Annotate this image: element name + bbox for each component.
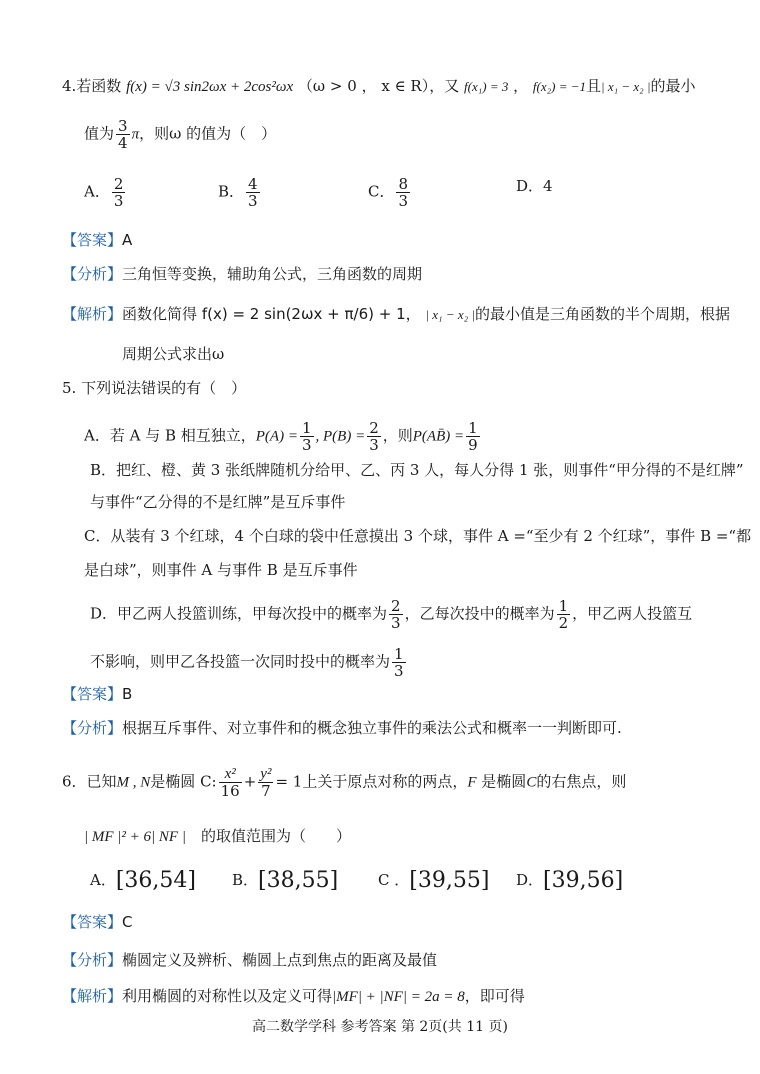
q5-option-b-line2: 与事件“乙分得的不是红牌”是互斥事件: [90, 493, 346, 511]
q6-stem-b: 是椭圆 C:: [150, 772, 217, 791]
q6-stem-d: 是椭圆: [481, 772, 527, 791]
q5-a-pab: P(AB̄) =: [412, 428, 465, 445]
q4-line2-suffix: ，则ω 的值为（ ）: [139, 124, 277, 143]
q6-c: C: [526, 774, 537, 791]
q6-stem-e: 的右焦点，则: [536, 772, 627, 791]
q6-option-d: [516, 870, 623, 891]
q4-opt-a-label: A．: [84, 182, 110, 201]
q5-answer: [62, 684, 132, 704]
q4-solution-abs: | x₁ − x₂ |: [425, 307, 475, 322]
page-footer: 高二数学学科 参考答案 第 2页(共 11 页): [252, 1019, 508, 1035]
q4-f2: f(x₂) = −1: [532, 79, 587, 94]
q4-opt-a-num: 2: [113, 175, 124, 193]
q4-fraction: [116, 118, 130, 151]
q4-solution-c: 的最小值是三角函数的半个周期，根据: [474, 305, 730, 323]
q4-answer-value: A: [122, 231, 133, 249]
q4-answer: [62, 230, 132, 250]
q4-solution-b: ，: [405, 305, 421, 323]
q5-option-c-line2: 是白球”，则事件 A 与事件 B 是互斥事件: [84, 561, 358, 579]
q4-pi: π: [131, 126, 140, 143]
q4-option-b: [218, 176, 262, 209]
q6-opt-c-label: C ．: [378, 871, 410, 889]
q5-option-d-line1: [90, 598, 692, 631]
q4-analysis-text: 三角恒等变换，辅助角公式，三角函数的周期: [122, 265, 423, 283]
q4-opt-d-text: 4: [543, 177, 553, 195]
q6-option-c: [378, 870, 489, 891]
q4-option-d: [516, 176, 553, 196]
q4-frac-num: 3: [118, 117, 128, 135]
q5-d-l2: 不影响，则甲乙各投篮一次同时投中的概率为: [90, 652, 391, 671]
q6-opt-d-label: D．: [516, 871, 544, 889]
q4-opt-c-label: C．: [368, 182, 395, 201]
q4-solution-line2: 周期公式求出ω: [122, 345, 225, 363]
analysis-tag: 【分析】: [62, 265, 123, 283]
q5-d-num1: 2: [391, 597, 401, 615]
q5-option-a: [84, 420, 482, 453]
q4-solution-formula: f(x) = 2 sin(2ωx + π/6) + 1: [201, 305, 406, 323]
q6-solution-a: 利用椭圆的对称性以及定义可得: [122, 987, 333, 1005]
q5-a-pab-den: 9: [468, 436, 478, 454]
q6-solution-formula: |MF| + |NF| = 2a = 8: [332, 989, 465, 1005]
q4-function: f(x) = √3 sin2ωx + 2cos²ωx: [126, 79, 294, 95]
q5-d-den3: 3: [394, 662, 404, 680]
q6-d7: 7: [261, 782, 271, 800]
q6-plus: +: [243, 772, 257, 791]
q6-option-a: [90, 870, 196, 891]
q5-a-pa-num: 1: [301, 419, 312, 437]
q5-a-prefix: A．若 A 与 B 相互独立，: [84, 426, 256, 445]
q6-solution: [62, 986, 525, 1007]
q6-opt-b-label: B．: [232, 871, 259, 889]
q5-a-pb-den: 3: [369, 436, 379, 454]
q4-and: 且: [586, 77, 602, 95]
solution-tag: 【解析】: [62, 305, 123, 323]
q5-stem: 5. 下列说法错误的有（ ）: [62, 379, 247, 397]
q6-stem-a: 6．已知: [62, 772, 117, 791]
q6-answer-value: C: [122, 913, 133, 931]
q6-opt-b-value: [38,55]: [258, 868, 339, 893]
q4-opt-b-den: 3: [248, 192, 258, 210]
q4-f1: f(x₁) = 3: [464, 79, 509, 94]
q6-f: F: [467, 774, 477, 791]
q5-a-pa: P(A) =: [255, 428, 298, 445]
answer-tag: 【答案】: [62, 913, 123, 931]
q6-solution-b: ，即可得: [464, 987, 525, 1005]
q5-a-pb-num: 2: [369, 419, 379, 437]
q6-answer: [62, 912, 133, 932]
q4-stem-line2: [84, 118, 276, 151]
q6-opt-a-label: A．: [90, 871, 116, 889]
q6-stem-f: 的取值范围为（ ）: [200, 827, 351, 845]
q4-stem-prefix: 4.若函数: [62, 77, 122, 95]
q4-suffix: 的最小: [650, 77, 696, 95]
q6-stem-line1: [62, 766, 626, 799]
q4-opt-b-num: 4: [248, 175, 258, 193]
q5-a-pab-num: 1: [468, 419, 478, 437]
q4-option-c: [368, 176, 412, 209]
q5-analysis: [62, 718, 622, 738]
q4-opt-c-num: 8: [398, 175, 409, 193]
q4-opt-c-den: 3: [398, 192, 409, 210]
q6-opt-a-value: [36,54]: [115, 868, 196, 893]
q6-analysis: [62, 950, 437, 970]
q5-option-d-line2: [90, 646, 408, 679]
q5-d-num3: 1: [394, 645, 404, 663]
q4-line2-prefix: 值为: [84, 124, 115, 143]
q6-opt-d-value: [39,56]: [543, 868, 624, 893]
q4-solution-a: 函数化简得: [122, 305, 198, 323]
q6-d16: 16: [220, 782, 240, 800]
q5-option-c-line1: C．从装有 3 个红球，4 个白球的袋中任意摸出 3 个球，事件 A =“至少有 2 个红球”，事件 B =“都: [84, 527, 752, 545]
q4-analysis: [62, 264, 422, 284]
q4-opt-b-label: B．: [218, 182, 245, 201]
q5-a-pb: , P(B) =: [315, 428, 366, 445]
q6-expr: | MF |² + 6| NF |: [84, 829, 186, 845]
q4-option-a: [84, 176, 127, 209]
analysis-tag: 【分析】: [62, 719, 123, 737]
q6-option-b: [232, 870, 338, 891]
q5-d-b: ，乙每次投中的概率为: [404, 604, 555, 623]
q4-condition: （ω > 0 ， x ∈ R），又: [297, 77, 460, 95]
q6-y2: y²: [260, 766, 272, 782]
q5-a-pa-den: 3: [301, 436, 312, 454]
answer-tag: 【答案】: [62, 231, 123, 249]
q4-stem-line1: 4.若函数 f(x) = √3 sin2ωx + 2cos²ωx （ω > 0 ， x ∈ R），又 f(x₁) = 3 ， f(x₂) = −1且| x₁ − x₂ |的最小: [62, 77, 696, 95]
q6-stem-c: 上关于原点对称的两点，: [302, 772, 468, 791]
q4-frac-den: 4: [118, 134, 128, 152]
q5-analysis-text: 根据互斥事件、对立事件和的概念独立事件的乘法公式和概率一一判断即可.: [122, 719, 622, 737]
q6-mn: M , N: [116, 774, 151, 791]
q4-absdiff: | x₁ − x₂ |: [601, 79, 651, 94]
q5-d-den2: 2: [558, 614, 569, 632]
q5-d-c: ，甲乙两人投篮互: [572, 604, 693, 623]
q6-stem-line2: [84, 826, 351, 847]
q5-d-a: D．甲乙两人投篮训练，甲每次投中的概率为: [90, 604, 388, 623]
analysis-tag: 【分析】: [62, 951, 123, 969]
q4-solution-line1: [62, 304, 730, 325]
q6-eq1: = 1: [275, 772, 303, 791]
q5-answer-value: B: [122, 685, 133, 703]
q6-x2: x²: [219, 766, 242, 783]
q5-a-then: ，则: [382, 426, 413, 445]
q4-opt-d-label: D．: [516, 177, 544, 195]
q5-option-b-line1: B．把红、橙、黄 3 张纸牌随机分给甲、乙、丙 3 人，每人分得 1 张，则事件“甲分得的不是红牌”: [90, 461, 744, 479]
q6-opt-c-value: [39,55]: [409, 868, 490, 893]
answer-tag: 【答案】: [62, 685, 123, 703]
q5-d-den1: 3: [391, 614, 401, 632]
solution-tag: 【解析】: [62, 987, 123, 1005]
q4-opt-a-den: 3: [113, 192, 124, 210]
q5-d-num2: 1: [558, 597, 569, 615]
q6-analysis-text: 椭圆定义及辨析、椭圆上点到焦点的距离及最值: [122, 951, 438, 969]
